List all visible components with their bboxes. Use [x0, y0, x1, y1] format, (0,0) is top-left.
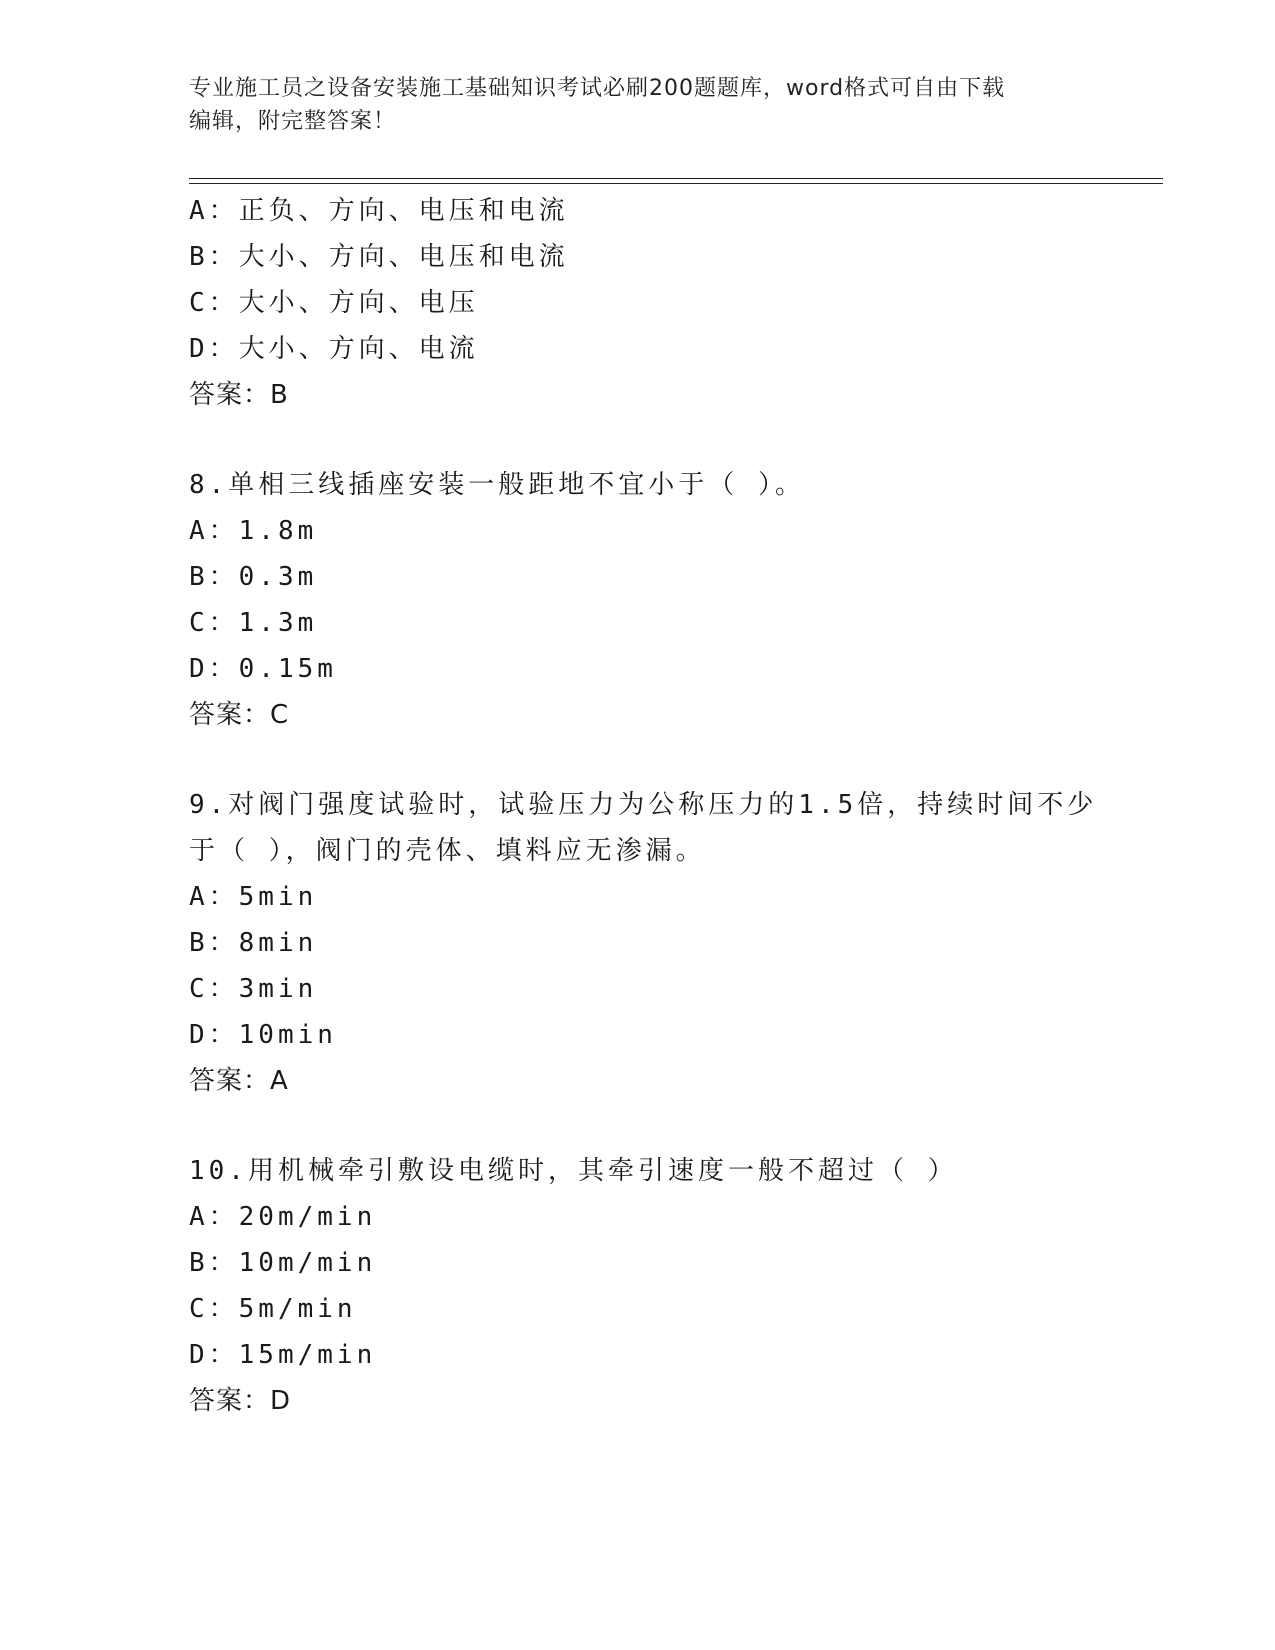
answer-line: 答案：D	[189, 1386, 292, 1416]
option-a: A：1.8m	[189, 516, 318, 546]
question-stem: 9.对阀门强度试验时，试验压力为公称压力的1.5倍，持续时间不少	[189, 790, 1098, 820]
option-a: A：20m/min	[189, 1202, 377, 1232]
question-stem: 10.用机械牵引敷设电缆时，其牵引速度一般不超过（ ）	[189, 1156, 958, 1186]
answer-line: 答案：B	[189, 380, 289, 410]
question-list	[189, 188, 1109, 1424]
option-c: C：3min	[189, 974, 318, 1004]
option-c: C：5m/min	[189, 1294, 357, 1324]
answer-line: 答案：C	[189, 700, 290, 730]
option-c: C：1.3m	[189, 608, 318, 638]
question-stem-continued: 于（ ），阀门的壳体、填料应无渗漏。	[189, 836, 706, 866]
option-a: A：5min	[189, 882, 318, 912]
header-line-2: 编辑，附完整答案！	[189, 109, 397, 134]
option-d: D：15m/min	[189, 1340, 377, 1370]
spacer	[189, 738, 1109, 782]
question-8	[189, 462, 1109, 738]
question-10	[189, 1148, 1109, 1424]
option-b: B：8min	[189, 928, 318, 958]
header-line-1: 专业施工员之设备安装施工基础知识考试必刷200题题库，word格式可自由下载	[189, 76, 1006, 101]
option-b: B：10m/min	[189, 1248, 377, 1278]
option-d: D：0.15m	[189, 654, 337, 684]
spacer	[189, 1104, 1109, 1148]
question-9	[189, 782, 1109, 1104]
option-b: B：0.3m	[189, 562, 318, 592]
document-header	[189, 72, 1089, 138]
header-rule-top	[189, 178, 1163, 179]
question-stem: 8.单相三线插座安装一般距地不宜小于（ ）。	[189, 470, 805, 500]
spacer	[189, 418, 1109, 462]
option-d: D：10min	[189, 1020, 337, 1050]
option-a: A：正负、方向、电压和电流	[189, 196, 569, 226]
header-rule-bottom	[189, 183, 1163, 184]
option-d: D：大小、方向、电流	[189, 334, 479, 364]
option-b: B：大小、方向、电压和电流	[189, 242, 569, 272]
answer-line: 答案：A	[189, 1066, 289, 1096]
option-c: C：大小、方向、电压	[189, 288, 479, 318]
question-7-partial	[189, 188, 1109, 418]
